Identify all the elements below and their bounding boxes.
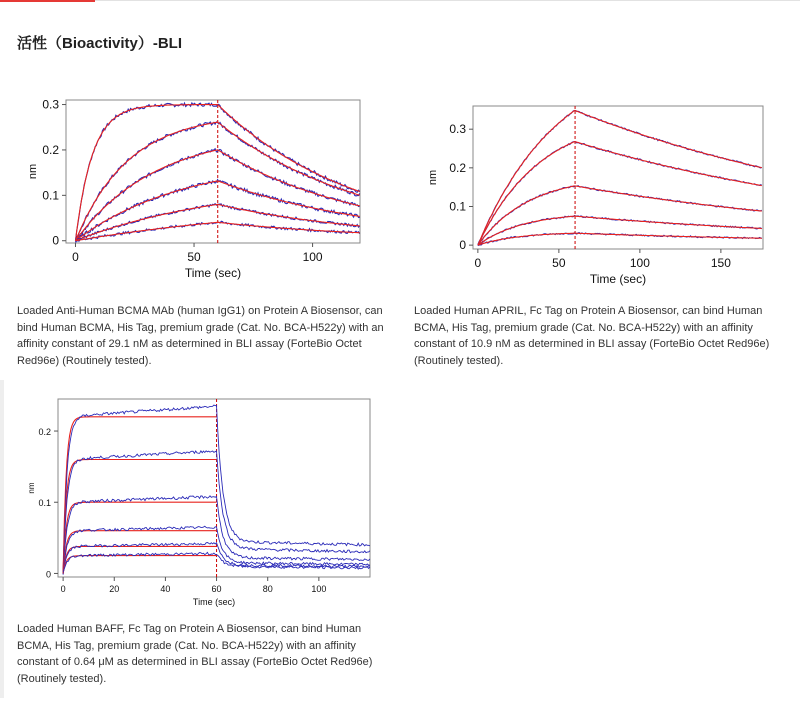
y-tick-label: 0.2 bbox=[42, 142, 59, 157]
y-axis-label: nm bbox=[27, 163, 39, 180]
x-axis-label: Time (sec) bbox=[589, 272, 647, 286]
top-rule bbox=[0, 0, 800, 1]
y-tick-label: 0.1 bbox=[38, 498, 51, 509]
chart-panel-1 bbox=[14, 92, 374, 292]
x-tick-label: 0 bbox=[474, 256, 482, 270]
x-tick-label: 100 bbox=[302, 250, 323, 264]
x-tick-label: 0 bbox=[60, 584, 66, 594]
x-axis-label: Time (sec) bbox=[192, 597, 236, 607]
y-tick-label: 0.1 bbox=[42, 188, 59, 203]
x-tick-label: 50 bbox=[187, 250, 201, 264]
x-tick-label: 150 bbox=[710, 256, 731, 270]
x-tick-label: 40 bbox=[160, 584, 171, 594]
y-tick-label: 0.3 bbox=[42, 97, 59, 112]
y-tick-label: 0.1 bbox=[449, 199, 466, 214]
y-tick-label: 0.3 bbox=[449, 122, 466, 137]
x-tick-label: 100 bbox=[311, 584, 327, 594]
chart-caption-2: Loaded Human APRIL, Fc Tag on Protein A Biosensor, can bind Human BCMA, His Tag, premium grade (Cat. No. BCA-H522y) with an affinity constant of 10.9 nM as determined in BLI assay (ForteBio Octet Red96e) (Routinely tested). bbox=[414, 305, 770, 367]
x-tick-label: 80 bbox=[262, 584, 273, 594]
section-title: 活性（Bioactivity）-BLI bbox=[17, 35, 183, 52]
chart-caption-1: Loaded Anti-Human BCMA MAb (human IgG1) on Protein A Biosensor, can bind Human BCMA, His Tag, premium grade (Cat. No. BCA-H522y) with an affinity constant of 29.1 nM as determined in BLI assay (ForteBio Octet Red96e) (Routinely tested). bbox=[17, 305, 384, 367]
y-tick-label: 0 bbox=[45, 569, 51, 580]
x-tick-label: 100 bbox=[629, 256, 650, 270]
x-tick-label: 50 bbox=[552, 256, 566, 270]
y-tick-label: 0.2 bbox=[38, 427, 51, 438]
y-tick-label: 0 bbox=[52, 233, 59, 248]
x-axis-label: Time (sec) bbox=[184, 266, 242, 280]
chart-panel-2 bbox=[418, 98, 778, 290]
left-divider bbox=[0, 380, 4, 698]
x-tick-label: 60 bbox=[211, 584, 222, 594]
x-tick-label: 0 bbox=[72, 250, 79, 264]
bli-chart-3 bbox=[20, 393, 380, 615]
chart-panel-3 bbox=[20, 393, 380, 615]
chart-caption-3: Loaded Human BAFF, Fc Tag on Protein A Biosensor, can bind Human BCMA, His Tag, premium grade (Cat. No. BCA-H522y) with an affinity constant of 0.64 μM as determined in BLI assay (ForteBio Octet Red96e) (Routinely tested). bbox=[17, 623, 373, 685]
active-tab-underline bbox=[0, 0, 95, 2]
y-axis-label: nm bbox=[27, 482, 36, 494]
y-tick-label: 0.2 bbox=[449, 160, 466, 175]
x-tick-label: 20 bbox=[109, 584, 120, 594]
bli-chart-2 bbox=[418, 98, 778, 290]
y-tick-label: 0 bbox=[459, 238, 466, 253]
bli-chart-1 bbox=[14, 92, 374, 292]
y-axis-label: nm bbox=[427, 169, 439, 186]
plot-frame bbox=[58, 399, 370, 577]
